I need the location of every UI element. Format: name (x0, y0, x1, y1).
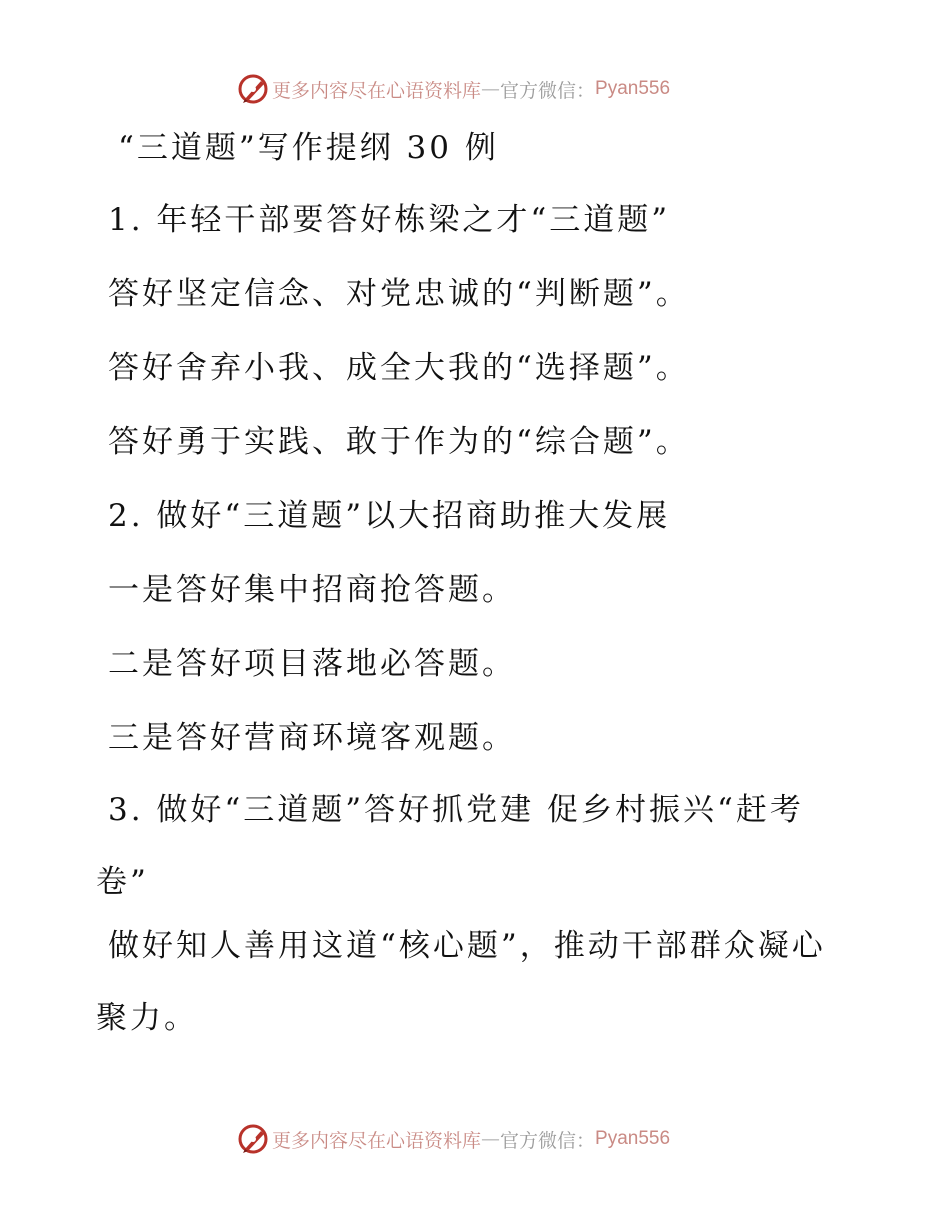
watermark-dash: — (481, 1128, 501, 1150)
body-line-2-3: 三是答好营商环境客观题。 (108, 720, 516, 756)
watermark-header (236, 72, 670, 106)
body-line-1-3: 答好勇于实践、敢于作为的“综合题”。 (108, 424, 690, 460)
watermark-id: Pyan556 (595, 1128, 671, 1149)
body-line-2-2: 二是答好项目落地必答题。 (108, 646, 516, 682)
watermark-id: Pyan556 (595, 78, 671, 99)
watermark-text: 更多内容尽在心语资料库 (272, 1129, 482, 1152)
heading-2: 2. 做好“三道题”以大招商助推大发展 (108, 498, 671, 534)
body-line-1-2: 答好舍弃小我、成全大我的“选择题”。 (108, 350, 690, 386)
document-title: “三道题”写作提纲 30 例 (118, 130, 499, 166)
watermark-footer (236, 1122, 670, 1156)
watermark-sub: 官方微信： (500, 79, 596, 102)
heading-1: 1. 年轻干部要答好栋梁之才“三道题” (108, 202, 671, 238)
watermark-text: 更多内容尽在心语资料库 (272, 79, 482, 102)
body-para-3-1: 做好知人善用这道“核心题”，推动干部群众凝心聚力。 (96, 928, 826, 1036)
pen-logo-icon (236, 1122, 270, 1156)
watermark-sub: 官方微信： (500, 1129, 596, 1152)
body-line-2-1: 一是答好集中招商抢答题。 (108, 572, 516, 608)
watermark-dash: — (481, 78, 501, 100)
body-line-1-1: 答好坚定信念、对党忠诚的“判断题”。 (108, 276, 690, 312)
heading-3: 3. 做好“三道题”答好抓党建 促乡村振兴“赶考卷” (96, 792, 804, 900)
pen-logo-icon (236, 72, 270, 106)
